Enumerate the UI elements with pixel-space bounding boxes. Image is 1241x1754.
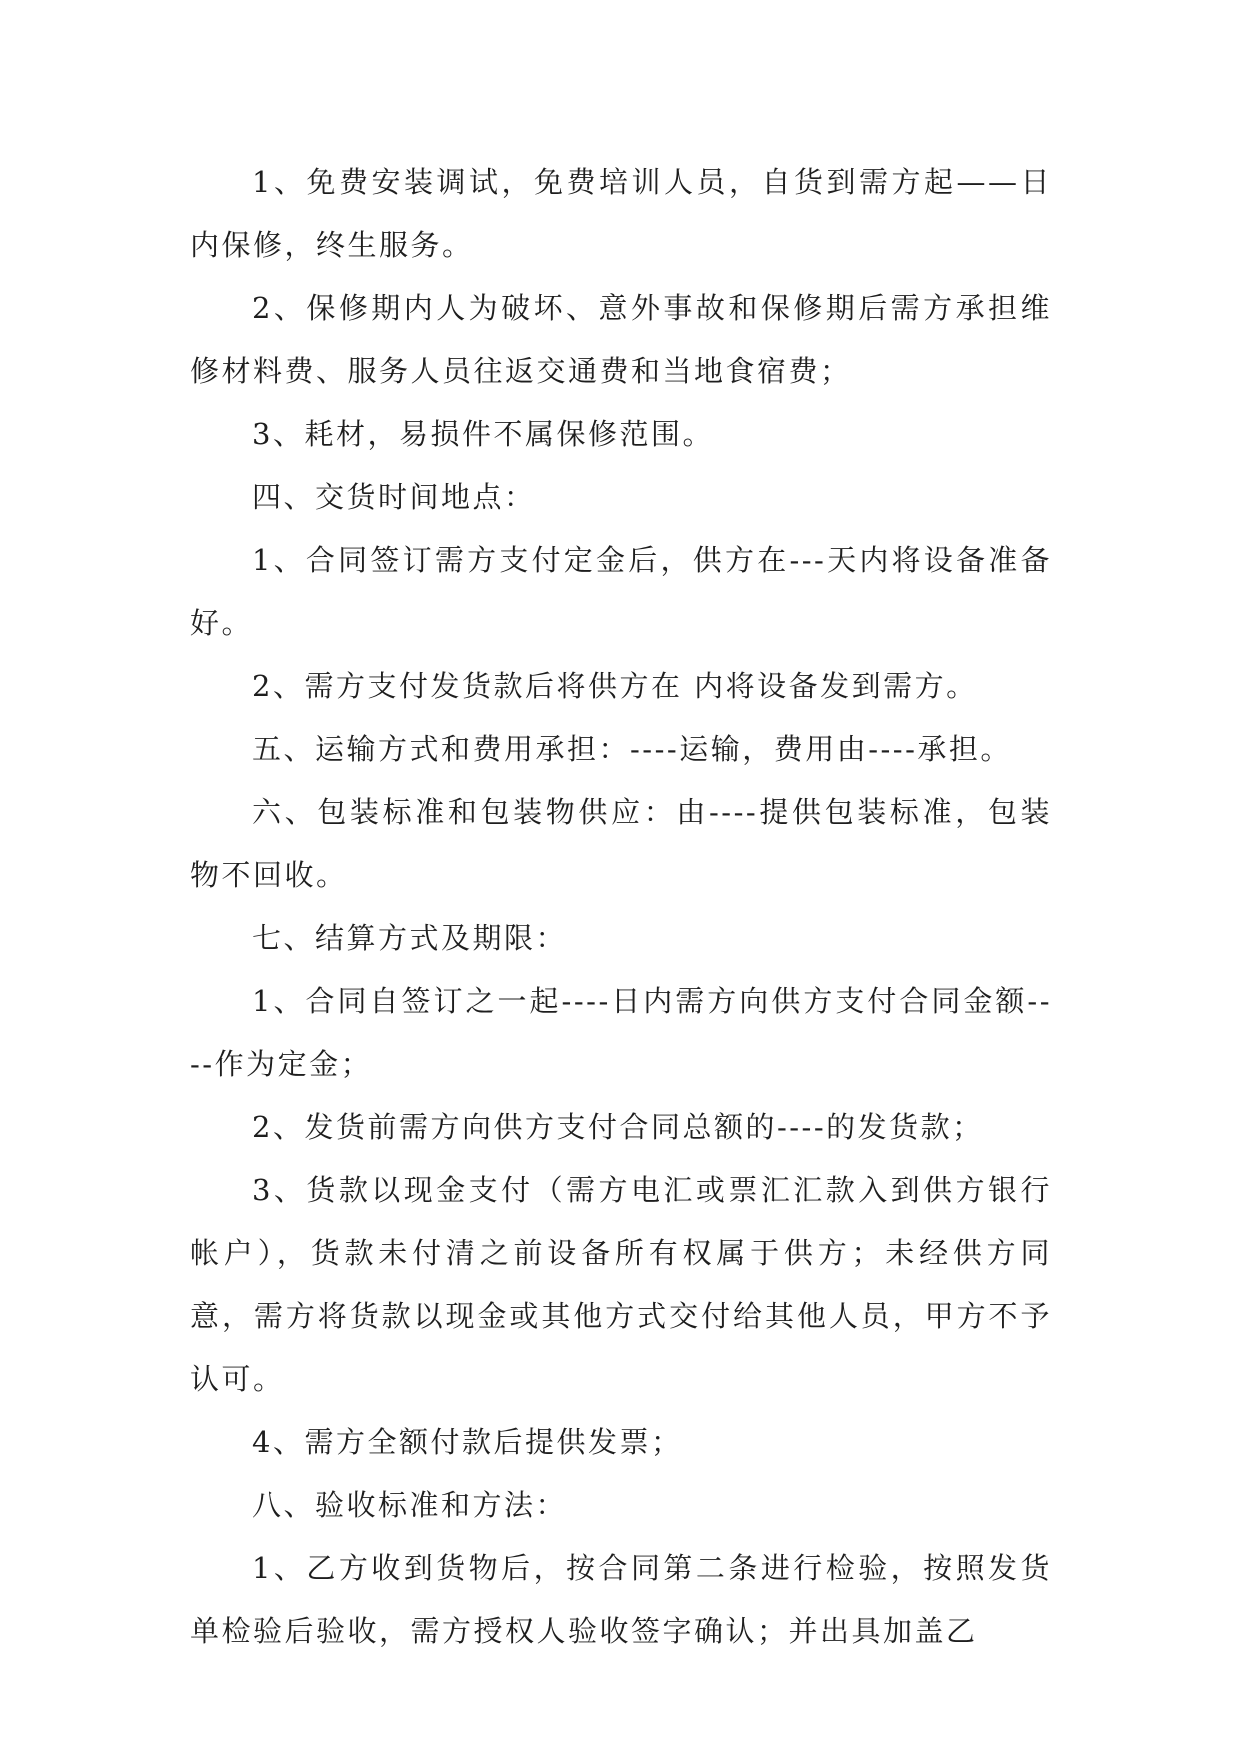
- paragraph-warranty-3: 3、耗材，易损件不属保修范围。: [252, 417, 714, 451]
- section-heading-acceptance: 八、验收标准和方法：: [252, 1488, 568, 1522]
- paragraph-warranty-1: 1、免费安装调试，免费培训人员，自货到需方起——日内保修，终生服务。: [190, 165, 1052, 262]
- paragraph-settlement-1: 1、合同自签订之一起----日内需方向供方支付合同金额----作为定金；: [190, 984, 1052, 1081]
- paragraph-settlement-4: 4、需方全额付款后提供发票；: [252, 1425, 683, 1459]
- section-heading-transport: 五、运输方式和费用承担：----运输，费用由----承担。: [252, 732, 1012, 766]
- paragraph-delivery-1: 1、合同签订需方支付定金后，供方在---天内将设备准备好。: [190, 543, 1052, 640]
- paragraph-warranty-2: 2、保修期内人为破坏、意外事故和保修期后需方承担维修材料费、服务人员往返交通费和当地食宿费；: [190, 291, 1052, 388]
- section-heading-delivery: 四、交货时间地点：: [252, 480, 536, 514]
- paragraph-delivery-2: 2、需方支付发货款后将供方在 内将设备发到需方。: [252, 669, 978, 703]
- paragraph-settlement-2: 2、发货前需方向供方支付合同总额的----的发货款；: [252, 1110, 984, 1144]
- paragraph-settlement-3: 3、货款以现金支付（需方电汇或票汇汇款入到供方银行帐户），货款未付清之前设备所有权属于供方；未经供方同意，需方将货款以现金或其他方式交付给其他人员，甲方不予认可。: [190, 1173, 1052, 1396]
- document-body: [190, 151, 1052, 1663]
- section-heading-packaging: 六、包装标准和包装物供应：由----提供包装标准，包装物不回收。: [190, 795, 1052, 892]
- paragraph-acceptance-1: 1、乙方收到货物后，按合同第二条进行检验，按照发货单检验后验收，需方授权人验收签字确认；并出具加盖乙: [190, 1551, 1052, 1648]
- section-heading-settlement: 七、结算方式及期限：: [252, 921, 568, 955]
